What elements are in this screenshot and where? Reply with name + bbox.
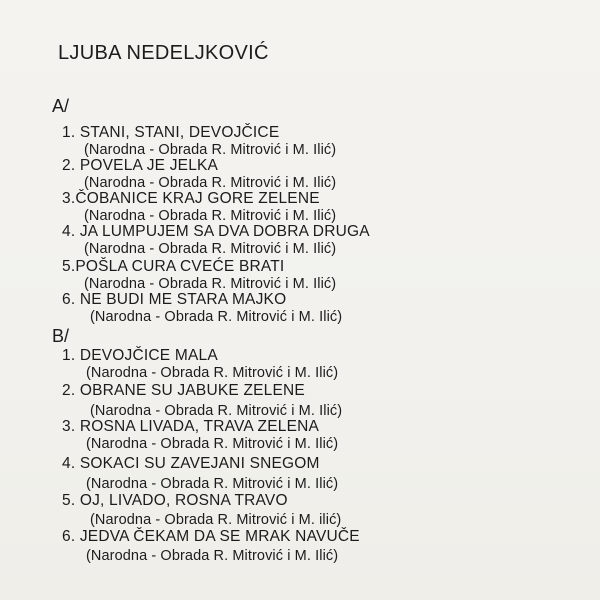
track-title: 6. JEDVA ČEKAM DA SE MRAK NAVUČE [62, 528, 360, 545]
track-credit: (Narodna - Obrada R. Mitrović i M. ilić) [90, 512, 342, 528]
track-b3 [62, 418, 338, 453]
track-credit: (Narodna - Obrada R. Mitrović i M. Ilić) [90, 403, 343, 419]
track-credit: (Narodna - Obrada R. Mitrović i M. Ilić) [86, 476, 339, 492]
track-b2 [62, 382, 342, 420]
track-title: 4. SOKACI SU ZAVEJANI SNEGOM [62, 455, 320, 472]
side-b-label: B/ [52, 326, 70, 346]
track-title: 3. ROSNA LIVADA, TRAVA ZELENA [62, 418, 320, 435]
track-a2 [62, 157, 336, 192]
track-credit: (Narodna - Obrada R. Mitrović i M. Ilić) [86, 436, 339, 452]
track-b5 [62, 492, 341, 529]
track-title: 1. STANI, STANI, DEVOJČICE [62, 124, 280, 141]
track-credit: (Narodna - Obrada R. Mitrović i M. Ilić) [84, 276, 337, 292]
track-a5 [62, 258, 336, 293]
track-b1 [62, 347, 338, 382]
side-a-label: A/ [52, 96, 70, 116]
track-title: 5. OJ, LIVADO, ROSNA TRAVO [62, 492, 288, 509]
artist-name: LJUBA NEDELJKOVIĆ [58, 42, 269, 64]
track-title: 3.ČOBANICE KRAJ GORE ZELENE [62, 190, 320, 207]
track-credit: (Narodna - Obrada R. Mitrović i M. Ilić) [84, 241, 337, 257]
track-credit: (Narodna - Obrada R. Mitrović i M. Ilić) [86, 548, 339, 564]
track-a3 [62, 190, 336, 225]
track-credit: (Narodna - Obrada R. Mitrović i M. Ilić) [90, 309, 343, 325]
track-a6 [62, 291, 342, 326]
track-credit: (Narodna - Obrada R. Mitrović i M. Ilić) [84, 142, 337, 158]
track-title: 2. POVELA JE JELKA [62, 157, 219, 174]
track-title: 5.POŠLA CURA CVEĆE BRATI [62, 258, 285, 275]
track-a1 [62, 124, 336, 159]
track-credit: (Narodna - Obrada R. Mitrović i M. Ilić) [86, 365, 339, 381]
track-title: 1. DEVOJČICE MALA [62, 347, 218, 364]
track-title: 2. OBRANE SU JABUKE ZELENE [62, 382, 305, 399]
track-b6 [62, 528, 360, 565]
track-credit: (Narodna - Obrada R. Mitrović i M. Ilić) [84, 175, 337, 191]
track-title: 6. NE BUDI ME STARA MAJKO [62, 291, 287, 308]
track-b4 [62, 455, 338, 493]
track-credit: (Narodna - Obrada R. Mitrović i M. Ilić) [84, 208, 337, 224]
track-a4 [62, 223, 370, 258]
track-title: 4. JA LUMPUJEM SA DVA DOBRA DRUGA [62, 223, 370, 240]
